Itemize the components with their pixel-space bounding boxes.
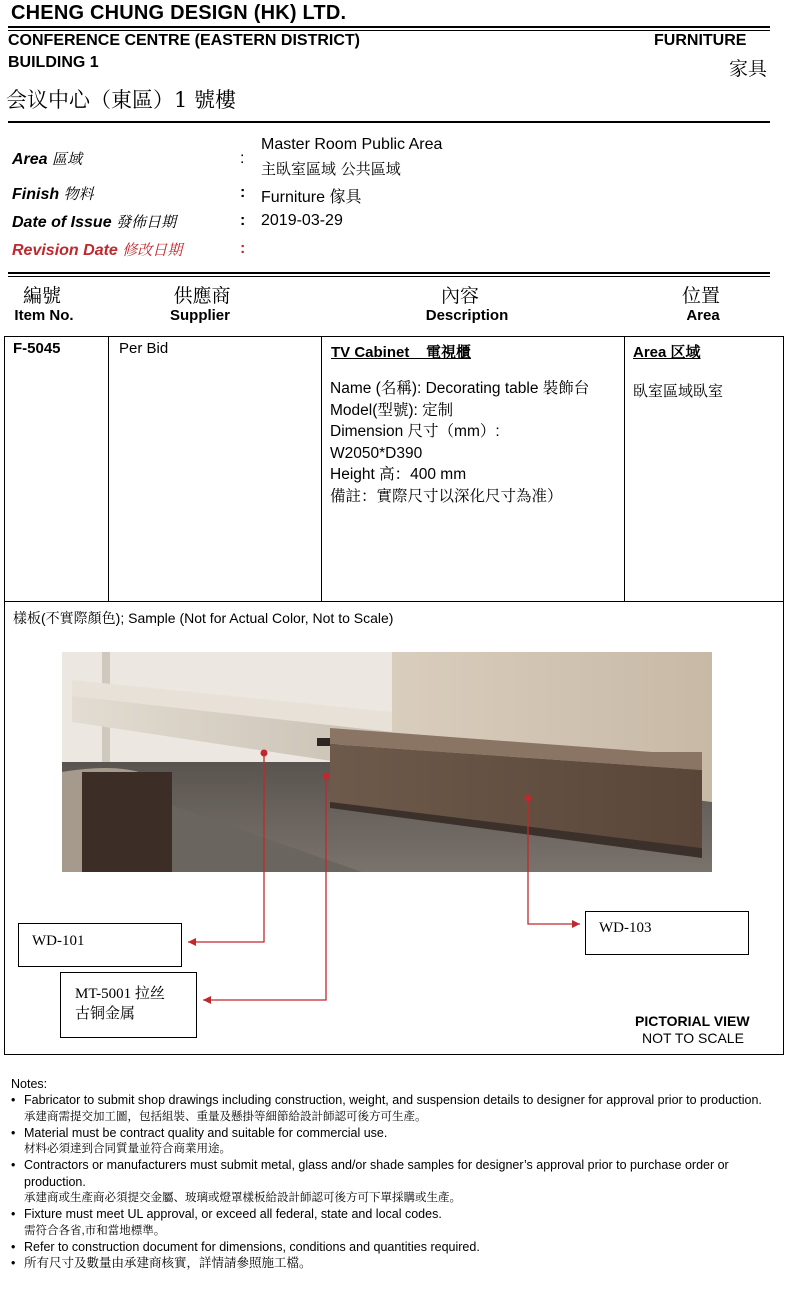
header-item-no-cn: 編號: [22, 285, 61, 307]
finish-value: Furniture 傢具: [261, 189, 362, 206]
sample-caption: 樣板(不實際顏色); Sample (Not for Actual Color, Not to Scale): [13, 610, 394, 626]
leader-wd-103: [528, 798, 580, 924]
issue-date-label-cn: 發佈日期: [116, 213, 177, 231]
pictorial-view-label: PICTORIAL VIEW: [635, 1013, 750, 1029]
revision-date-label-en: Revision Date: [12, 242, 118, 259]
header-supplier-en: Supplier: [169, 307, 230, 324]
callout-wd-103: [585, 911, 749, 955]
supplier-value: Per Bid: [119, 340, 169, 357]
header-item-no-en: Item No.: [14, 307, 74, 324]
leader-wd-101: [188, 753, 264, 942]
note-item-3: [11, 1157, 771, 1206]
note-2-en: • Material must be contract quality and suitable for commercial use.: [24, 1125, 388, 1140]
revision-date-colon: :: [240, 240, 246, 257]
category-cn: 家具: [729, 58, 768, 80]
issue-date-value: 2019-03-29: [261, 212, 343, 229]
note-item-2: [11, 1125, 771, 1158]
note-1-en: • Fabricator to submit shop drawings including construction, weight, and suspension details to designer for approval prior to production.: [24, 1093, 762, 1108]
area-value-en: Master Room Public Area: [261, 136, 443, 153]
description-title: TV Cabinet 電視櫃: [331, 344, 472, 361]
note-5-en: • Refer to construction document for dimensions, conditions and quantities required.: [24, 1239, 480, 1254]
note-item-5: [11, 1239, 771, 1255]
callout-wd-101-label: WD-101: [32, 933, 85, 949]
area-label-en: Area: [12, 151, 48, 168]
note-item-4: [11, 1206, 771, 1239]
header-area-cn: 位置: [681, 285, 720, 307]
header-supplier-cn: 供應商: [173, 285, 231, 307]
revision-date-label-cn: 修改日期: [122, 241, 183, 259]
company-name: CHENG CHUNG DESIGN (HK) LTD.: [11, 2, 347, 24]
issue-date-label-en: Date of Issue: [12, 214, 112, 231]
note-4-en: • Fixture must meet UL approval, or exceed all federal, state and local codes.: [24, 1207, 442, 1222]
header-description-en: Description: [425, 307, 509, 324]
finish-colon: :: [240, 184, 246, 201]
issue-date-colon: :: [240, 212, 246, 229]
callout-wd-101: [18, 923, 182, 967]
project-title-cn: 会议中心（東區）1 號樓: [6, 88, 237, 112]
finish-label-en: Finish: [12, 186, 60, 203]
callout-mt-5001-line1: MT-5001 拉丝: [75, 986, 165, 1002]
not-to-scale-label: NOT TO SCALE: [642, 1030, 744, 1046]
note-4-cn: 需符合各省,市和當地標準。: [24, 1224, 166, 1237]
note-1-cn: 承建商需提交加工圖，包括組裝、重量及懸掛等細節給設計師認可後方可生產。: [24, 1110, 427, 1123]
category-en: FURNITURE: [654, 32, 747, 49]
header-area-en: Area: [686, 307, 720, 324]
project-title-line2: BUILDING 1: [8, 54, 99, 71]
leader-mt-5001-arrowhead: [203, 996, 211, 1004]
description-model: Model(型號): 定制: [330, 401, 454, 419]
note-2-cn: 材料必須達到合同質量並符合商業用途。: [24, 1143, 231, 1156]
description-dimension-value: W2050*D390: [330, 444, 423, 462]
leader-wd-101-dot: [261, 750, 268, 757]
note-item-1: [11, 1092, 771, 1125]
area-value-cn: 主臥室區域 公共區域: [261, 160, 401, 178]
leader-mt-5001-dot: [323, 773, 330, 780]
leader-wd-103-arrowhead: [572, 920, 580, 928]
leader-wd-101-arrowhead: [188, 938, 196, 946]
leader-wd-103-dot: [525, 795, 532, 802]
description-height: Height 高：400 mm: [330, 466, 467, 483]
description-dimension-label: Dimension 尺寸（mm）:: [330, 423, 500, 440]
description-remark: 備註：實際尺寸以深化尺寸為准）: [330, 487, 563, 505]
area-label-cn: 區域: [52, 150, 83, 168]
notes-section: [11, 1076, 771, 1272]
project-title-line1: CONFERENCE CENTRE (EASTERN DISTRICT): [8, 32, 361, 49]
note-3-cn: 承建商或生產商必須提交金屬、玻璃或燈罩樣板給設計師認可後方可下單採購或生產。: [24, 1192, 461, 1205]
callout-mt-5001: [60, 972, 197, 1038]
description-name: Name (名稱): Decorating table 裝飾台: [330, 380, 590, 397]
finish-label-cn: 物料: [63, 185, 94, 203]
callout-wd-103-label: WD-103: [599, 920, 652, 936]
area-colon: :: [240, 150, 245, 167]
note-item-6: [11, 1255, 771, 1271]
callout-mt-5001-line2: 古铜金属: [75, 1006, 136, 1022]
area-title: Area 区域: [633, 344, 701, 361]
note-6-en: • 所有尺寸及數量由承建商核實，詳情請參照施工檔。: [24, 1256, 312, 1271]
header-description-cn: 內容: [440, 285, 479, 307]
area-value: 臥室區域臥室: [633, 383, 724, 400]
item-number: F-5045: [13, 340, 61, 357]
note-3-en: • Contractors or manufacturers must submit metal, glass and/or shade samples for designer’s approval prior to purchase order or production.: [24, 1158, 729, 1189]
notes-title: Notes:: [11, 1077, 48, 1091]
